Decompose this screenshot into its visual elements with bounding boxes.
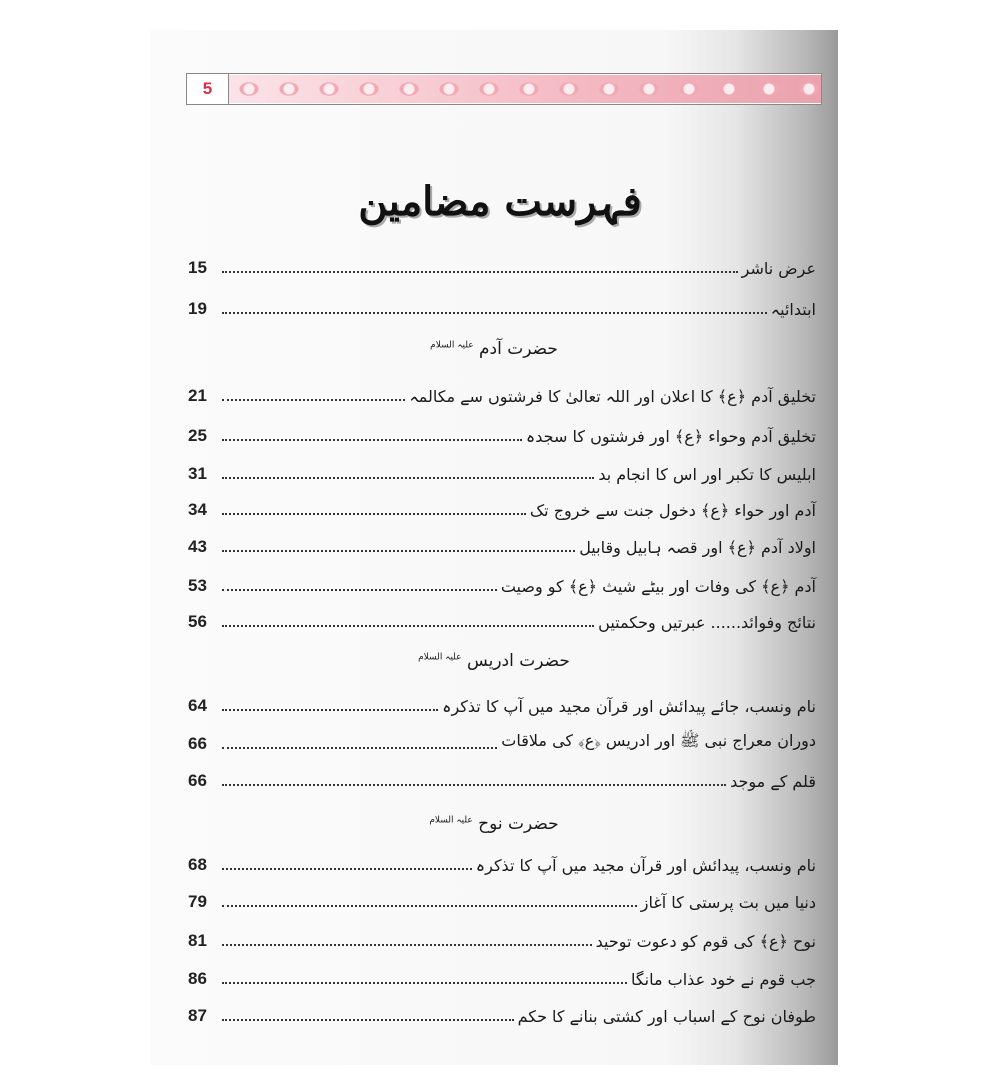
toc-page-number: 53 xyxy=(188,576,207,595)
toc-page-number: 81 xyxy=(188,931,207,950)
toc-entry-title: نتائج وفوائد...... عبرتیں وحکمتیں xyxy=(598,613,816,632)
toc-entry[interactable] xyxy=(188,604,816,632)
honorific-mark: علیہ السلام xyxy=(429,815,473,826)
toc-page-number: 86 xyxy=(188,969,207,988)
page-title: فہرست مضامین xyxy=(358,178,642,225)
toc-entry[interactable] xyxy=(188,847,816,875)
dot-leader xyxy=(222,477,594,479)
toc-entry[interactable] xyxy=(188,529,816,557)
dot-leader xyxy=(222,709,438,711)
toc-entry-title: طوفان نوح کے اسباب اور کشتی بنانے کا حکم xyxy=(517,1007,816,1026)
dot-leader xyxy=(222,1019,514,1021)
dot-leader xyxy=(222,625,594,627)
toc-entry-title: نوح ﴿ع﴾ کی قوم کو دعوت توحید xyxy=(595,932,816,951)
toc-entry[interactable] xyxy=(188,418,816,446)
toc-entry-title: ابلیس کا تکبر اور اس کا انجام بد xyxy=(598,465,816,484)
toc-page-number: 31 xyxy=(188,464,207,483)
toc-page-number: 64 xyxy=(188,696,207,715)
toc-page-number: 43 xyxy=(188,537,207,556)
toc-entry[interactable] xyxy=(188,998,816,1026)
toc-entry-title: نام ونسب، پیدائش اور قرآن مجید میں آپ کا تذکرہ xyxy=(475,856,816,875)
honorific-mark: علیہ السلام xyxy=(430,340,474,351)
toc-entry-title: دوران معراج نبی ﷺ اور ادریس ﴿ع﴾ کی ملاقات xyxy=(501,731,816,750)
toc-page-number: 19 xyxy=(188,299,207,318)
section-heading-text: حضرت ادریس xyxy=(466,651,570,671)
toc-page-number: 56 xyxy=(188,612,207,631)
toc-entry[interactable] xyxy=(188,456,816,484)
toc-entry-title: آدم اور حواء ﴿ع﴾ دخول جنت سے خروج تک xyxy=(529,501,816,520)
honorific-mark: علیہ السلام xyxy=(418,652,462,663)
toc-entry-title: جب قوم نے خود عذاب مانگا xyxy=(630,970,816,989)
dot-leader xyxy=(222,905,637,907)
toc-page-number: 21 xyxy=(188,386,207,405)
toc-page-number: 87 xyxy=(188,1006,207,1025)
toc-page-number: 79 xyxy=(188,892,207,911)
toc-entry-title: آدم ﴿ع﴾ کی وفات اور بیٹے شیث ﴿ع﴾ کو وصیت xyxy=(500,577,816,596)
section-heading-text: حضرت نوح xyxy=(478,814,559,834)
toc-page-number: 66 xyxy=(188,734,207,753)
toc-entry-title: عرض ناشر xyxy=(741,259,816,278)
toc-entry-title: قلم کے موجد xyxy=(730,772,816,791)
dot-leader xyxy=(222,982,627,984)
dot-leader xyxy=(222,589,497,591)
dot-leader xyxy=(222,271,738,273)
toc-page-number: 34 xyxy=(188,500,207,519)
toc-entry[interactable] xyxy=(188,726,816,754)
toc-entry[interactable] xyxy=(188,378,816,406)
toc-entry-title: تخلیق آدم وحواء ﴿ع﴾ اور فرشتوں کا سجدہ xyxy=(525,427,816,446)
toc-entry[interactable] xyxy=(188,568,816,596)
toc-entry-title: نام ونسب، جائے پیدائش اور قرآن مجید میں آپ کا تذکرہ xyxy=(442,697,816,716)
toc-entry-title: تخلیق آدم ﴿ع﴾ کا اعلان اور اللہ تعالیٰ کا فرشتوں سے مکالمہ xyxy=(409,387,816,406)
section-heading xyxy=(150,339,838,359)
dot-leader xyxy=(222,550,575,552)
dot-leader xyxy=(222,399,405,401)
dot-leader xyxy=(222,439,522,441)
dot-leader xyxy=(222,944,592,946)
toc-entry[interactable] xyxy=(188,291,816,319)
toc-entry[interactable] xyxy=(188,250,816,278)
section-heading-text: حضرت آدم xyxy=(478,339,558,359)
dot-leader xyxy=(222,868,472,870)
toc-entry[interactable] xyxy=(188,961,816,989)
toc-entry[interactable] xyxy=(188,763,816,791)
toc-page-number: 25 xyxy=(188,426,207,445)
toc-entry[interactable] xyxy=(188,492,816,520)
section-heading xyxy=(150,651,838,671)
toc-page-number: 68 xyxy=(188,855,207,874)
toc-entry[interactable] xyxy=(188,884,816,912)
floral-ornament xyxy=(229,75,821,103)
page-number: 5 xyxy=(187,74,229,104)
toc-entry-title: دنیا میں بت پرستی کا آغاز xyxy=(640,893,816,912)
dot-leader xyxy=(222,784,726,786)
toc-page-number: 15 xyxy=(188,258,207,277)
toc-entry-title: ابتدائیہ xyxy=(770,300,816,319)
toc-entry-title: اولاد آدم ﴿ع﴾ اور قصہ ہابیل وقابیل xyxy=(579,538,816,557)
dot-leader xyxy=(222,312,767,314)
dot-leader xyxy=(222,747,497,749)
toc-entry[interactable] xyxy=(188,923,816,951)
page-header-band xyxy=(186,73,822,105)
toc-page-number: 66 xyxy=(188,771,207,790)
section-heading xyxy=(150,814,838,834)
toc-entry[interactable] xyxy=(188,688,816,716)
dot-leader xyxy=(222,513,526,515)
